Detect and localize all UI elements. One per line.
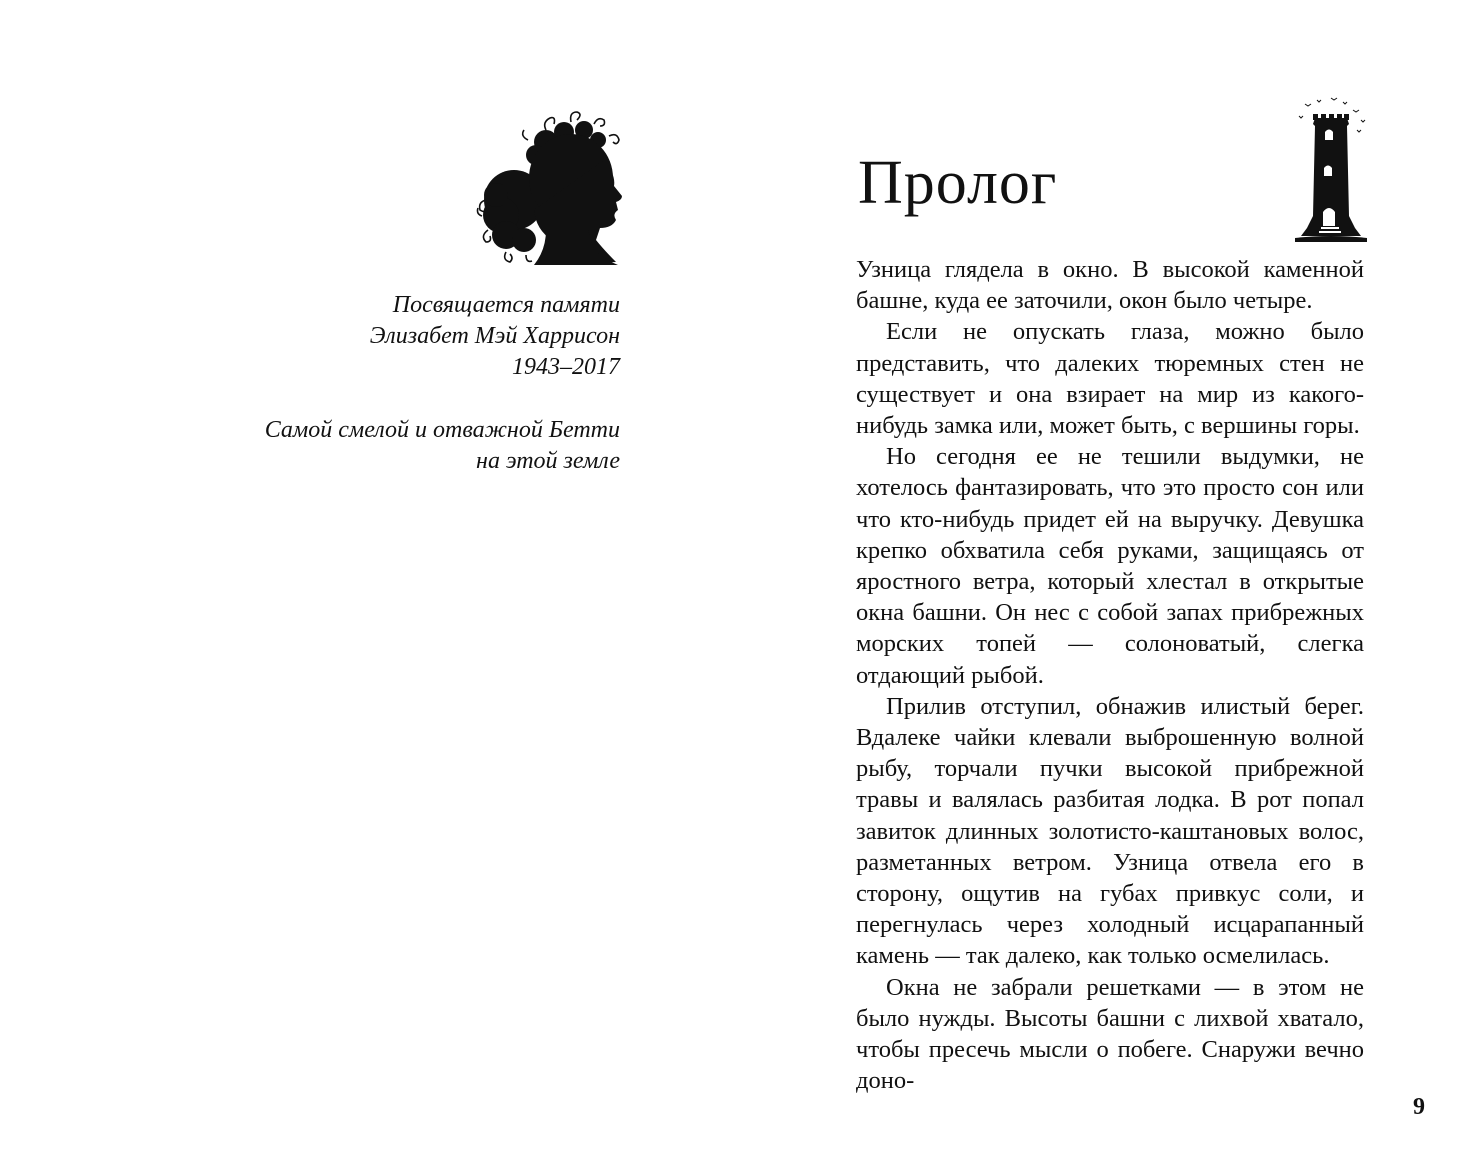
dedication-line: Посвящается памяти <box>392 292 620 318</box>
chapter-title: Пролог <box>858 149 1058 217</box>
prologue-text <box>856 254 1364 1096</box>
girl-silhouette-icon <box>476 100 626 270</box>
dedication-line: на этой земле <box>476 448 620 474</box>
page-number: 9 <box>1413 1094 1425 1120</box>
paragraph: Прилив отступил, обнажив илистый берег. Вдалеке чайки клевали выброшенную волной рыбу, торчали пучки высокой прибрежной травы и валялась разбитая лодка. В рот попал завиток длинных золотисто-каштановых волос, разметанных ветром. Узница отвела его в сторону, ощутив на губах привкус соли, и перегнулась через холодный исцарапанный камень — так далеко, как только осмелилась. <box>856 692 1364 970</box>
dedication-line: Элизабет Мэй Харрисон <box>369 323 620 349</box>
tower-icon <box>1291 96 1371 246</box>
dedication-years: 1943–2017 <box>512 354 620 380</box>
paragraph: Но сегодня ее не тешили выдумки, не хотелось фантазировать, что это просто сон или что кто-нибудь придет ей на выручку. Девушка крепко обхватила себя руками, защищаясь от яростного ветра, который хлестал в открытые окна башни. Он нес с собой запах прибрежных морских топей — солоноватый, слегка отдающий рыбой. <box>856 443 1364 689</box>
paragraph: Окна не забрали решетками — в этом не было нужды. Высоты башни с лихвой хватало, чтобы пресечь мысли о побеге. Снаружи вечно доно- <box>856 973 1364 1095</box>
dedication-line: Самой смелой и отважной Бетти <box>264 417 620 443</box>
dedication <box>200 290 620 477</box>
paragraph: Узница глядела в окно. В высокой каменной башне, куда ее заточили, окон было четыре. <box>856 256 1364 315</box>
paragraph: Если не опускать глаза, можно было представить, что далеких тюремных стен не существует и она взирает на мир из какого-нибудь замка или, может быть, с вершины горы. <box>856 318 1364 440</box>
right-page <box>738 0 1476 1169</box>
